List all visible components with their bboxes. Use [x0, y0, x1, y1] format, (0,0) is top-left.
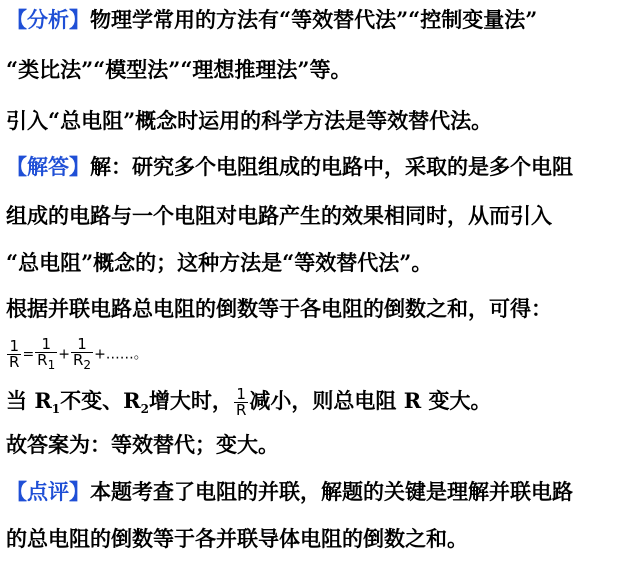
solution-line-3: “总电阻”概念的；这种方法是“等效替代法”。	[6, 250, 433, 275]
analysis-line-3: 引入“总电阻”概念时运用的科学方法是等效替代法。	[6, 108, 493, 133]
equals-sign: =	[22, 346, 35, 363]
resistor-r2-symbol: $R_2$	[123, 388, 149, 417]
answer-line: 故答案为：等效替代；变大。	[6, 432, 279, 457]
formula-tail: +……。	[94, 346, 148, 363]
fraction-1-over-r1: $\frac{1}{R_1}$	[37, 334, 56, 372]
fraction-1-over-r: $\frac{1}{R}$	[9, 337, 20, 371]
comment-text-1: 本题考查了电阻的并联，解题的关键是理解并联电路	[90, 479, 573, 504]
solution-line-4: 根据并联电路总电阻的倒数等于各电阻的倒数之和，可得：	[6, 296, 552, 321]
comment-line-2: 的总电阻的倒数等于各并联导体电阻的倒数之和。	[6, 526, 468, 551]
total-resistance-symbol: R	[403, 388, 422, 413]
parallel-resistance-formula	[6, 333, 148, 373]
fraction-inline-1-over-r: $\frac{1}{R}$	[235, 385, 247, 419]
solution-line-2: 组成的电路与一个电阻对电路产生的效果相同时，从而引入	[6, 203, 552, 228]
analysis-text-1: 物理学常用的方法有“等效替代法”“控制变量法”	[90, 7, 538, 32]
plus-sign: +	[58, 346, 70, 363]
comment-line-1	[6, 478, 573, 506]
solution-line-6: 当 $R_1$不变、$R_2$增大时， $\frac{1}{R}$ 减小，则总电阻 R 变大。	[6, 385, 492, 419]
analysis-line-1	[6, 6, 537, 34]
fraction-1-over-r2: $\frac{1}{R_2}$	[72, 334, 92, 372]
solution-text-1: 解：研究多个电阻组成的电路中，采取的是多个电阻	[90, 154, 573, 179]
analysis-tag: 【分析】	[6, 7, 90, 32]
solution-line-1	[6, 153, 573, 181]
comment-tag: 【点评】	[6, 479, 90, 504]
analysis-line-2: “类比法”“模型法”“理想推理法”等。	[6, 57, 352, 82]
resistor-r1-symbol: $R_1$	[34, 388, 61, 417]
solution-tag: 【解答】	[6, 154, 90, 179]
